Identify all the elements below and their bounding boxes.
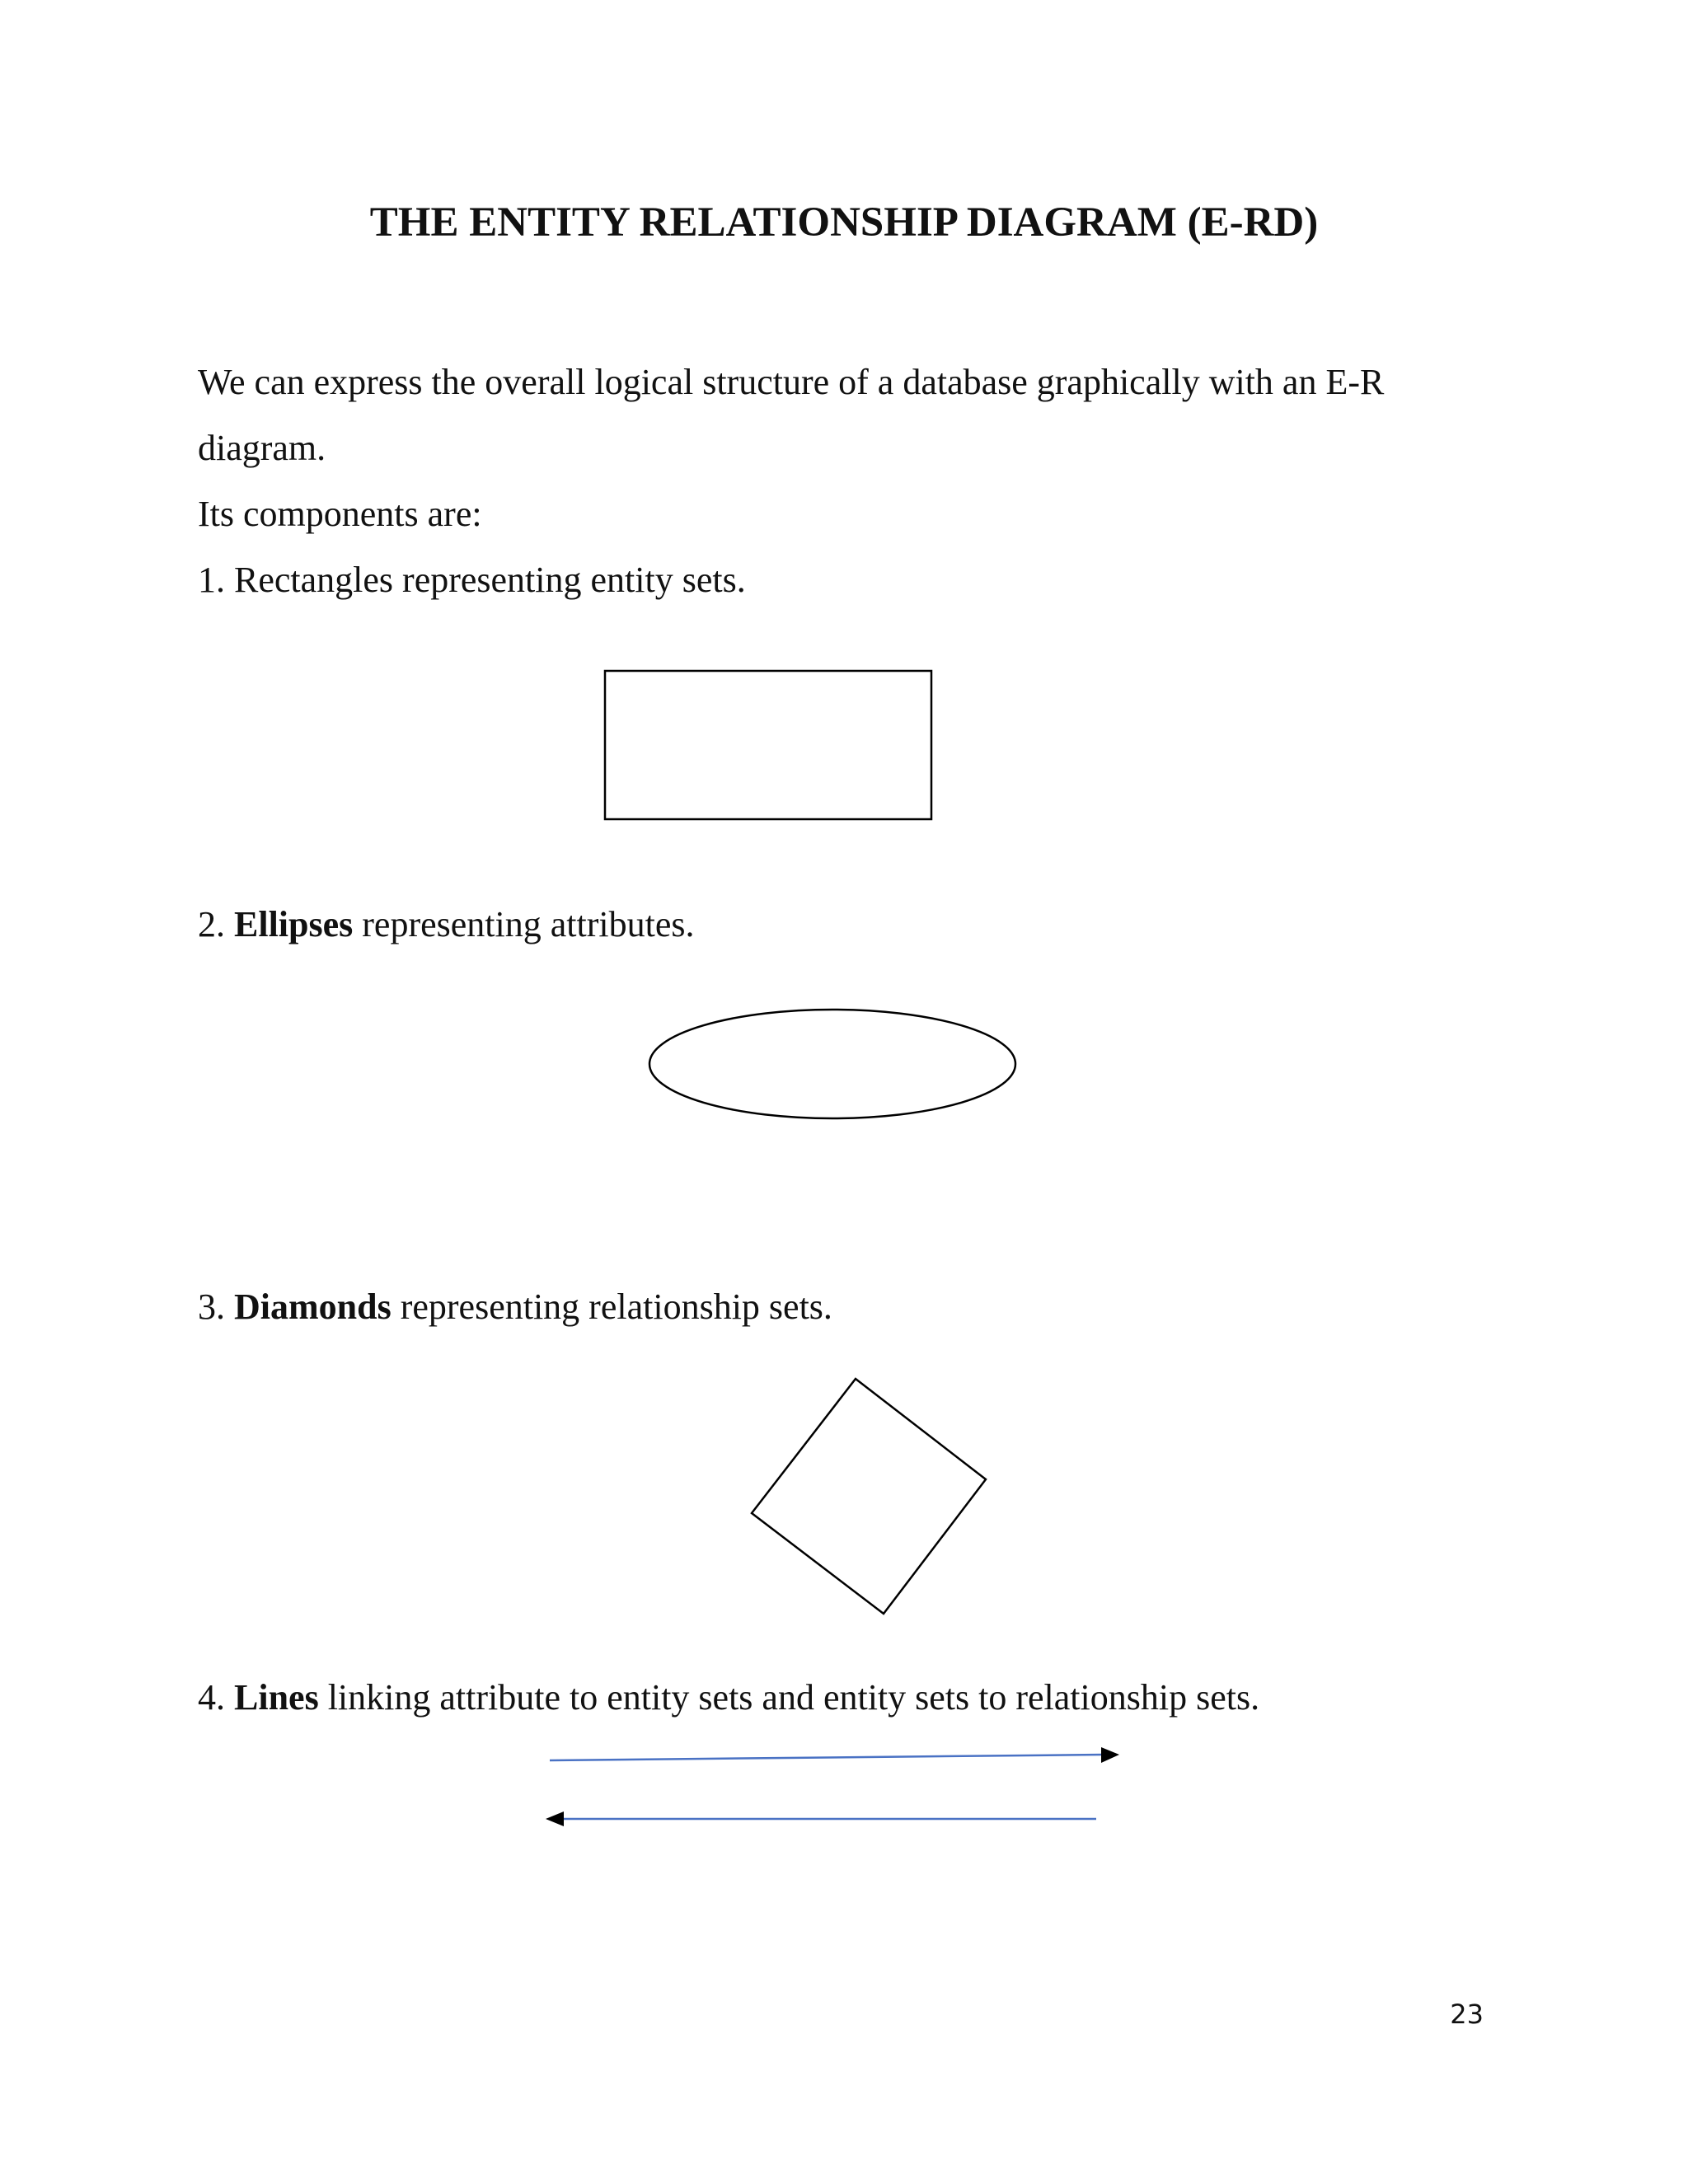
list-item-text: Rectangles representing entity sets. [225, 560, 746, 600]
components-heading: Its components are: [198, 494, 482, 534]
attribute-ellipse-shape [649, 1010, 1015, 1118]
list-item-text: representing attributes. [353, 904, 695, 944]
arrowhead-left-icon [546, 1811, 564, 1826]
list-item-ellipses [198, 902, 694, 948]
right-arrow-line [550, 1747, 1119, 1763]
list-item-bold-term: Ellipses [234, 904, 354, 944]
list-item-number: 2. [198, 904, 225, 944]
arrowhead-right-icon [1101, 1747, 1119, 1763]
page-title: THE ENTITY RELATIONSHIP DIAGRAM (E-RD) [369, 199, 1319, 246]
list-item-diamonds [198, 1284, 832, 1330]
page-number: 23 [1450, 1999, 1484, 2030]
list-item-rectangles [198, 557, 746, 603]
intro-line-1: We can express the overall logical structure of a database graphically with an E-R [198, 362, 1385, 402]
list-item-lines [198, 1675, 1259, 1721]
intro-line-2: diagram. [198, 428, 326, 468]
list-item-number: 3. [198, 1286, 225, 1327]
left-arrow-line [546, 1811, 1096, 1826]
relationship-diamond-shape [752, 1379, 986, 1614]
list-item-text: linking attribute to entity sets and entity sets to relationship sets. [318, 1677, 1260, 1718]
list-item-text: representing relationship sets. [391, 1286, 832, 1327]
list-item-number: 4. [198, 1677, 225, 1718]
list-item-bold-term: Lines [234, 1677, 319, 1718]
list-item-bold-term: Diamonds [234, 1286, 392, 1327]
entity-rectangle-shape [605, 671, 931, 819]
list-item-number: 1. [198, 560, 225, 600]
